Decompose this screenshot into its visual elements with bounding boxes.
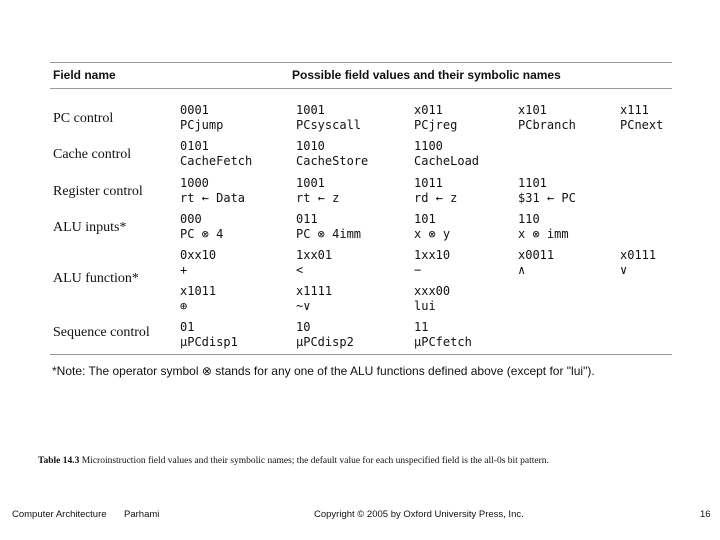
footer-page-number: 16 [700,509,711,520]
field-code: 0101 [180,139,209,153]
field-code: 10 [296,320,311,334]
symbolic-name: CacheFetch [180,154,253,168]
header-possible-values: Possible field values and their symbolic names [292,68,561,82]
field-code: 1001 [296,176,325,190]
field-value-cell [296,248,332,278]
symbolic-name: ~∨ [296,299,311,313]
field-code: 011 [296,212,318,226]
caption-label: Table 14.3 [38,456,80,466]
symbolic-name: $31 ← PC [518,191,576,205]
field-name: Cache control [53,147,132,162]
field-value-cell [296,176,339,206]
field-value-cell [620,248,656,278]
symbolic-name: − [414,263,422,277]
field-value-cell [620,103,663,133]
field-value-cell [414,248,450,278]
field-code: xxx00 [414,284,451,298]
field-code: x0011 [518,248,555,262]
table-header-rule [50,88,672,89]
symbolic-name: rt ← Data [180,191,246,205]
field-code: x0111 [620,248,657,262]
symbolic-name: PCjump [180,118,224,132]
field-code: 110 [518,212,540,226]
field-value-cell [180,139,252,169]
table-bottom-rule [50,354,672,355]
symbolic-name: CacheStore [296,154,369,168]
symbolic-name: PCjreg [414,118,458,132]
field-code: 11 [414,320,429,334]
table-caption [38,456,549,466]
symbolic-name: μPCfetch [414,335,472,349]
field-value-cell [296,320,354,350]
field-value-cell [414,284,450,314]
field-value-cell [296,284,332,314]
field-name: ALU function* [53,271,139,286]
field-value-cell [180,284,216,314]
field-code: 1100 [414,139,443,153]
field-code: 101 [414,212,436,226]
symbolic-name: μPCdisp1 [180,335,238,349]
field-value-cell [180,212,223,242]
field-name: Sequence control [53,325,150,340]
field-code: x1111 [296,284,333,298]
symbolic-name: μPCdisp2 [296,335,354,349]
field-name: Register control [53,184,143,199]
symbolic-name: x ⊗ imm [518,227,569,241]
field-value-cell [414,139,479,169]
field-code: x1011 [180,284,217,298]
symbolic-name: CacheLoad [414,154,480,168]
field-code: 1000 [180,176,209,190]
footer-course: Computer Architecture [12,509,107,520]
field-value-cell [414,176,457,206]
field-code: 1101 [518,176,547,190]
field-code: 0001 [180,103,209,117]
field-value-cell [180,176,245,206]
symbolic-name: < [296,263,304,277]
field-code: 01 [180,320,195,334]
field-code: 1010 [296,139,325,153]
symbolic-name: rd ← z [414,191,458,205]
footer-copyright: Copyright © 2005 by Oxford University Press, Inc. [314,509,524,520]
field-value-cell [518,103,576,133]
field-name: PC control [53,111,114,126]
field-value-cell [414,320,472,350]
field-value-cell [518,248,554,278]
symbolic-name: PC ⊗ 4 [180,227,224,241]
field-code: 1xx10 [414,248,451,262]
symbolic-name: PC ⊗ 4imm [296,227,362,241]
field-code: 1011 [414,176,443,190]
symbolic-name: lui [414,299,436,313]
field-value-cell [180,248,216,278]
field-code: x101 [518,103,547,117]
field-code: 1xx01 [296,248,333,262]
field-code: 000 [180,212,202,226]
field-value-cell [180,103,223,133]
symbolic-name: rt ← z [296,191,340,205]
field-value-cell [296,212,361,242]
field-value-cell [414,212,450,242]
field-code: 1001 [296,103,325,117]
field-value-cell [296,139,368,169]
field-code: x011 [414,103,443,117]
table-note: *Note: The operator symbol ⊗ stands for any one of the ALU functions defined above (except for "lui"). [52,364,595,378]
symbolic-name: PCnext [620,118,664,132]
field-value-cell [180,320,238,350]
field-value-cell [414,103,457,133]
symbolic-name: ∨ [620,263,628,277]
symbolic-name: PCbranch [518,118,576,132]
field-code: x111 [620,103,649,117]
header-field-name: Field name [53,68,116,82]
symbolic-name: PCsyscall [296,118,362,132]
field-value-cell [518,176,576,206]
caption-text: Microinstruction field values and their symbolic names; the default value for each unspecified field is the all-0s bit pattern. [81,456,549,466]
field-name: ALU inputs* [53,220,127,235]
symbolic-name: ∧ [518,263,526,277]
field-value-cell [296,103,361,133]
field-value-cell [518,212,569,242]
symbolic-name: + [180,263,188,277]
table-top-rule [50,62,672,63]
symbolic-name: x ⊗ y [414,227,451,241]
footer-author: Parhami [124,509,160,520]
field-code: 0xx10 [180,248,217,262]
symbolic-name: ⊕ [180,299,188,313]
